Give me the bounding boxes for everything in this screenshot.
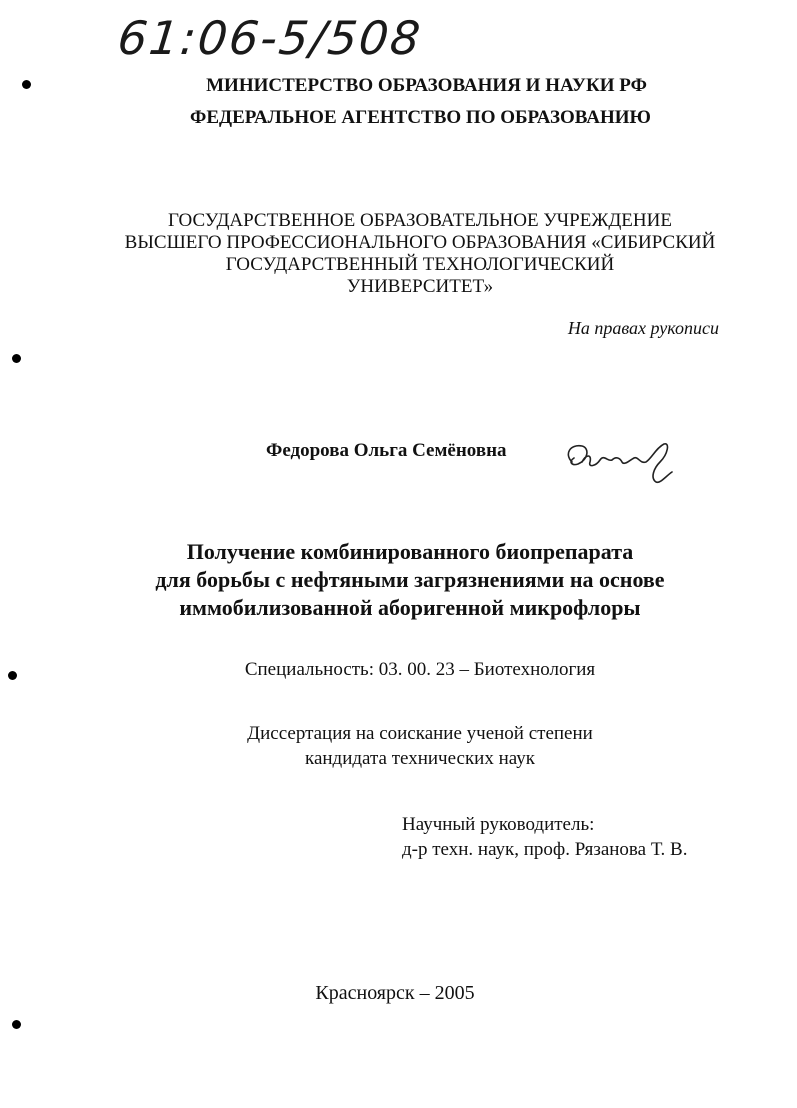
institution-line: УНИВЕРСИТЕТ» <box>346 276 494 297</box>
degree-line: Диссертация на соискание ученой степени <box>247 723 593 744</box>
archive-code-handwritten: 61:06-5/508 <box>115 11 425 65</box>
institution-name <box>100 210 740 298</box>
dissertation-title <box>60 538 760 622</box>
specialty-line: Специальность: 03. 00. 23 – Биотехнология <box>244 659 596 680</box>
author-name: Федорова Ольга Семёновна <box>266 440 507 461</box>
agency-heading: ФЕДЕРАЛЬНОЕ АГЕНТСТВО ПО ОБРАЗОВАНИЮ <box>190 107 651 128</box>
binder-hole-mark <box>12 1020 21 1029</box>
degree-statement <box>40 721 797 771</box>
degree-line: кандидата технических наук <box>305 748 535 769</box>
institution-line: ГОСУДАРСТВЕННОЕ ОБРАЗОВАТЕЛЬНОЕ УЧРЕЖДЕНИЕ <box>168 210 672 231</box>
signature-mark <box>560 432 690 492</box>
binder-hole-mark <box>8 671 17 680</box>
title-line: Получение комбинированного биопрепарата <box>186 539 634 564</box>
title-line: для борьбы с нефтяными загрязнениями на основе <box>155 567 665 592</box>
institution-line: ГОСУДАРСТВЕННЫЙ ТЕХНОЛОГИЧЕСКИЙ <box>225 254 615 275</box>
city-year: Красноярск – 2005 <box>315 982 475 1004</box>
institution-line: ВЫСШЕГО ПРОФЕССИОНАЛЬНОГО ОБРАЗОВАНИЯ «СИБИРСКИЙ <box>124 232 716 253</box>
supervisor-label: Научный руководитель: <box>402 814 595 835</box>
title-line: иммобилизованной аборигенной микрофлоры <box>179 595 641 620</box>
supervisor-block <box>402 812 687 862</box>
ministry-heading: МИНИСТЕРСТВО ОБРАЗОВАНИЯ И НАУКИ РФ <box>206 75 647 96</box>
supervisor-name: д-р техн. наук, проф. Рязанова Т. В. <box>402 839 688 860</box>
rights-note: На правах рукописи <box>567 318 719 338</box>
binder-hole-mark <box>12 354 21 363</box>
